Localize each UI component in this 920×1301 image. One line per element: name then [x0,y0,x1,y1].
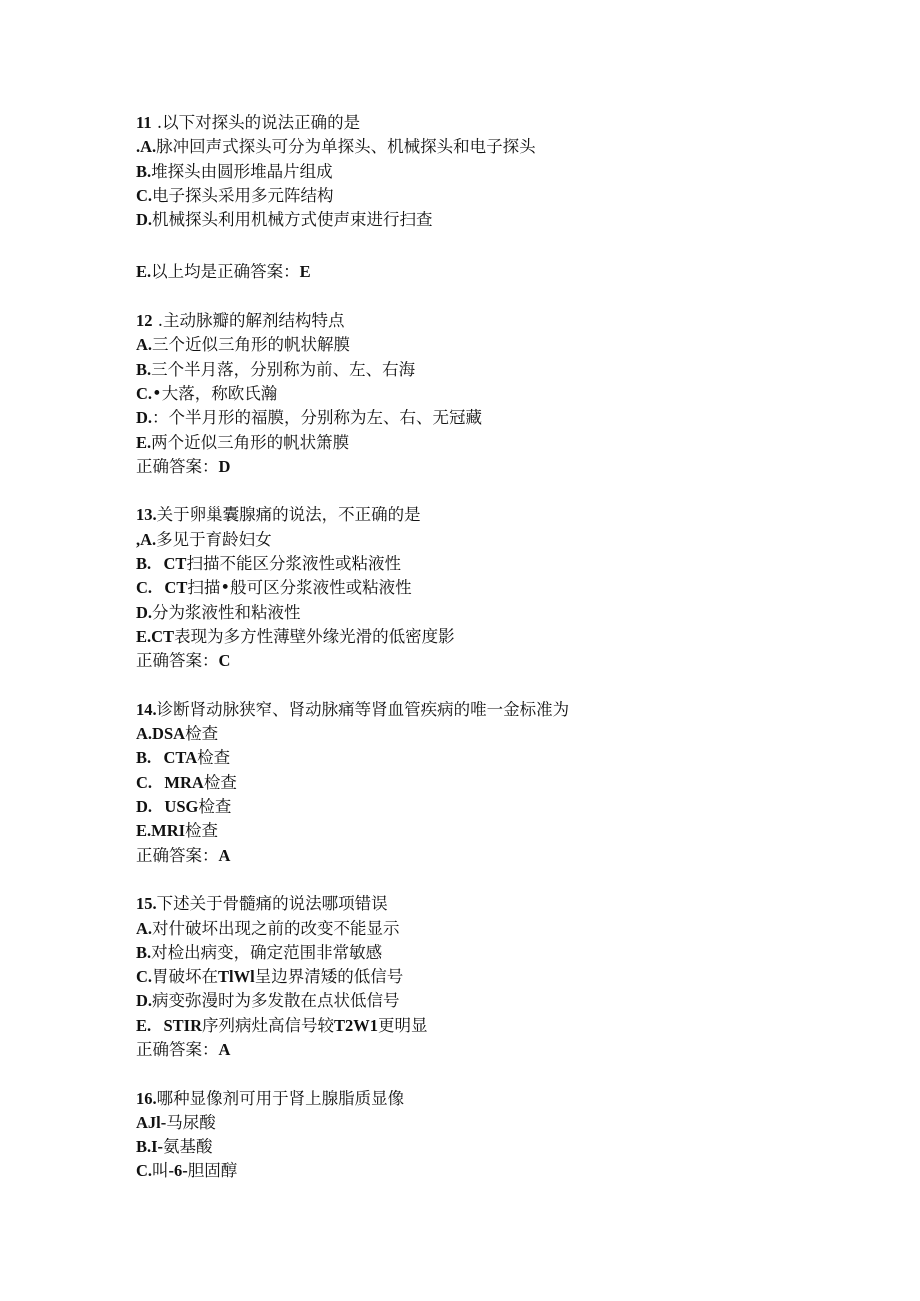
question-11 [136,111,836,285]
question-stem: 11 .以下对探头的说法正确的是 [136,113,361,132]
answer-value: A [218,845,231,865]
option-a: AJl-马尿酸 [136,1112,216,1132]
answer-value: C [218,651,231,671]
question-stem: 14.诊断肾动脉狭窄、肾动脉痛等肾血管疾病的唯一金标准为 [136,699,570,719]
option-d: D. USG检查 [136,797,232,817]
question-14 [136,698,836,868]
spacer [136,674,836,698]
option-c: C. CT扫描•般可区分浆液性或粘液性 [136,578,412,598]
option-e: E.CT表现为多方性薄壁外缘光滑的低密度影 [136,626,455,646]
option-d: D.分为浆液性和粘液性 [136,602,301,622]
answer-line: 正确答案：A [136,1039,231,1059]
option-a: ,A.多见于育龄妇女 [136,529,272,549]
option-a: A.三个近似三角形的帆状解膜 [136,335,351,355]
answer-value: D [218,456,231,476]
option-c: C.胃破坏在TlWl呈边界清矮的低信号 [136,967,404,987]
option-c: C.叫-6-胆固醇 [136,1161,238,1181]
option-a: A.DSA检查 [136,724,219,744]
question-stem: 12 .主动脉瓣的解剂结构特点 [136,311,345,331]
option-c: C.电子探头采用多元阵结构 [136,185,334,205]
question-stem: 13.关于卵巢囊腺痛的说法，不正确的是 [136,505,421,525]
option-b: B.I-氨基酸 [136,1137,213,1157]
answer-value: A [218,1039,231,1059]
question-15 [136,892,836,1062]
spacer [136,868,836,892]
option-d: D.病变弥漫时为多发散在点状低信号 [136,991,400,1011]
spacer [136,1062,836,1086]
option-e: E. STIR序列病灶高信号较T2W1更明显 [136,1015,428,1035]
option-e: E.两个近似三角形的帆状箫膜 [136,432,350,452]
option-c: C. MRA检查 [136,772,237,792]
option-b: B.三个半月落，分别称为前、左、右海 [136,359,416,379]
option-d: D.：个半月形的福膜，分别称为左、右、无冠藏 [136,408,483,428]
option-e-with-answer: E.以上均是正确答案：E [136,262,311,282]
option-a: A.对什破坏出现之前的改变不能显示 [136,918,400,938]
option-e: E.MRI检查 [136,821,219,841]
spacer [136,285,836,309]
spacer [136,232,836,260]
option-d: D.机械探头利用机械方式使声束进行扫查 [136,210,433,230]
question-13 [136,503,836,673]
answer-line: 正确答案：D [136,456,231,476]
question-stem: 15.下述关于骨髓痛的说法哪项错误 [136,894,388,914]
option-b: B. CTA检查 [136,748,231,768]
option-a: .A.脉冲回声式探头可分为单探头、机械探头和电子探头 [136,137,536,157]
option-b: B. CT扫描不能区分浆液性或粘液性 [136,554,401,574]
document-body [136,111,836,1184]
option-b: B.堆探头由圆形堆晶片组成 [136,161,333,181]
option-c: C.•大落，称欧氏瀚 [136,383,278,403]
answer-line: 正确答案：C [136,651,231,671]
option-b: B.对检出病变，确定范围非常敏感 [136,942,383,962]
answer-value: E [299,262,311,282]
question-12 [136,309,836,479]
answer-line: 正确答案：A [136,845,231,865]
question-stem: 16.哪种显像剂可用于肾上腺脂质显像 [136,1088,405,1108]
question-16 [136,1087,836,1184]
spacer [136,479,836,503]
